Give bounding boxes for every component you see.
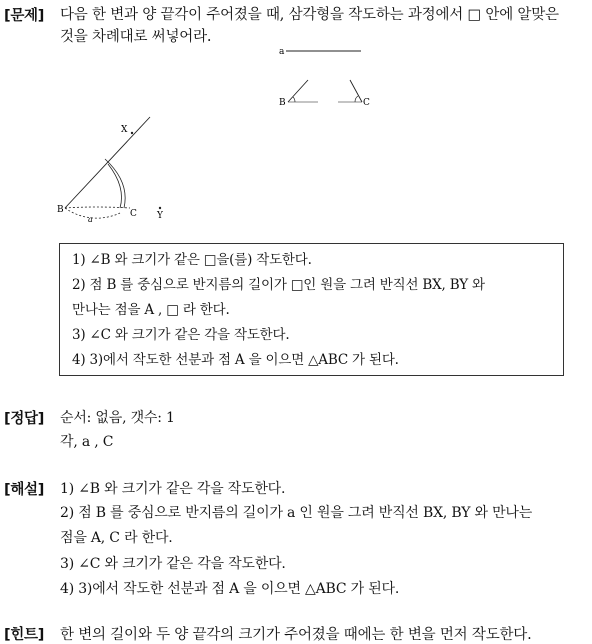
arc-inner [108, 164, 122, 208]
given-angle-b-side [288, 80, 308, 102]
construction-figure [50, 112, 180, 227]
problem-text-line-2: 것을 차례대로 써넣어라. [60, 29, 212, 45]
construction-steps-box [59, 243, 564, 376]
explanation-line-1: 1) ∠B 와 크기가 같은 각을 작도한다. [60, 481, 286, 497]
explanation-line-5: 4) 3)에서 작도한 선분과 점 A 을 이으면 △ABC 가 된다. [60, 581, 400, 597]
point-x-dot [131, 132, 133, 134]
answer-label: [정답] [4, 411, 45, 427]
segment-a-label: a [88, 215, 93, 224]
given-angle-c-label: C [363, 98, 370, 108]
hint-label: [힌트] [4, 627, 45, 643]
step-3: 3) ∠C 와 크기가 같은 각을 작도한다. [72, 327, 290, 343]
given-angle-b-arc [293, 97, 295, 102]
problem-text-line-1: 다음 한 변과 양 끝각이 주어졌을 때, 삼각형을 작도하는 과정에서 □ 안에 알맞은 [60, 7, 559, 23]
given-segment-label: a [279, 47, 285, 57]
explanation-line-4: 3) ∠C 와 크기가 같은 각을 작도한다. [60, 556, 286, 572]
point-y-dot [159, 207, 161, 209]
hint-text: 한 변의 길이와 두 양 끝각의 크기가 주어졌을 때에는 한 변을 먼저 작도한다. [60, 627, 532, 643]
step-1: 1) ∠B 와 크기가 같은 □을(를) 작도한다. [72, 252, 312, 268]
given-figure [270, 40, 390, 115]
given-angle-c-arc [355, 96, 358, 102]
explanation-label: [해설] [4, 482, 45, 498]
answer-line-2: 각, a , C [60, 434, 114, 450]
arc-outer [105, 159, 125, 208]
step-2-continued: 만나는 점을 A , □ 라 한다. [72, 302, 230, 318]
point-y-label: Y [157, 211, 163, 221]
step-4: 4) 3)에서 작도한 선분과 점 A 을 이으면 △ABC 가 된다. [72, 352, 399, 368]
ray-bx [65, 117, 150, 208]
point-c-label: C [130, 209, 137, 219]
answer-line-1: 순서: 없음, 갯수: 1 [60, 410, 175, 426]
explanation-line-2: 2) 점 B 를 중심으로 반지름의 길이가 a 인 원을 그려 반직선 BX, BY 와 만나는 [60, 505, 533, 521]
problem-label: [문제] [4, 8, 45, 24]
point-x-label: X [121, 125, 128, 135]
step-2: 2) 점 B 를 중심으로 반지름의 길이가 □인 원을 그려 반직선 BX, BY 와 [72, 277, 485, 293]
point-b-label: B [57, 205, 64, 215]
explanation-line-3: 점을 A, C 라 한다. [60, 530, 173, 546]
given-angle-b-label: B [279, 98, 286, 108]
